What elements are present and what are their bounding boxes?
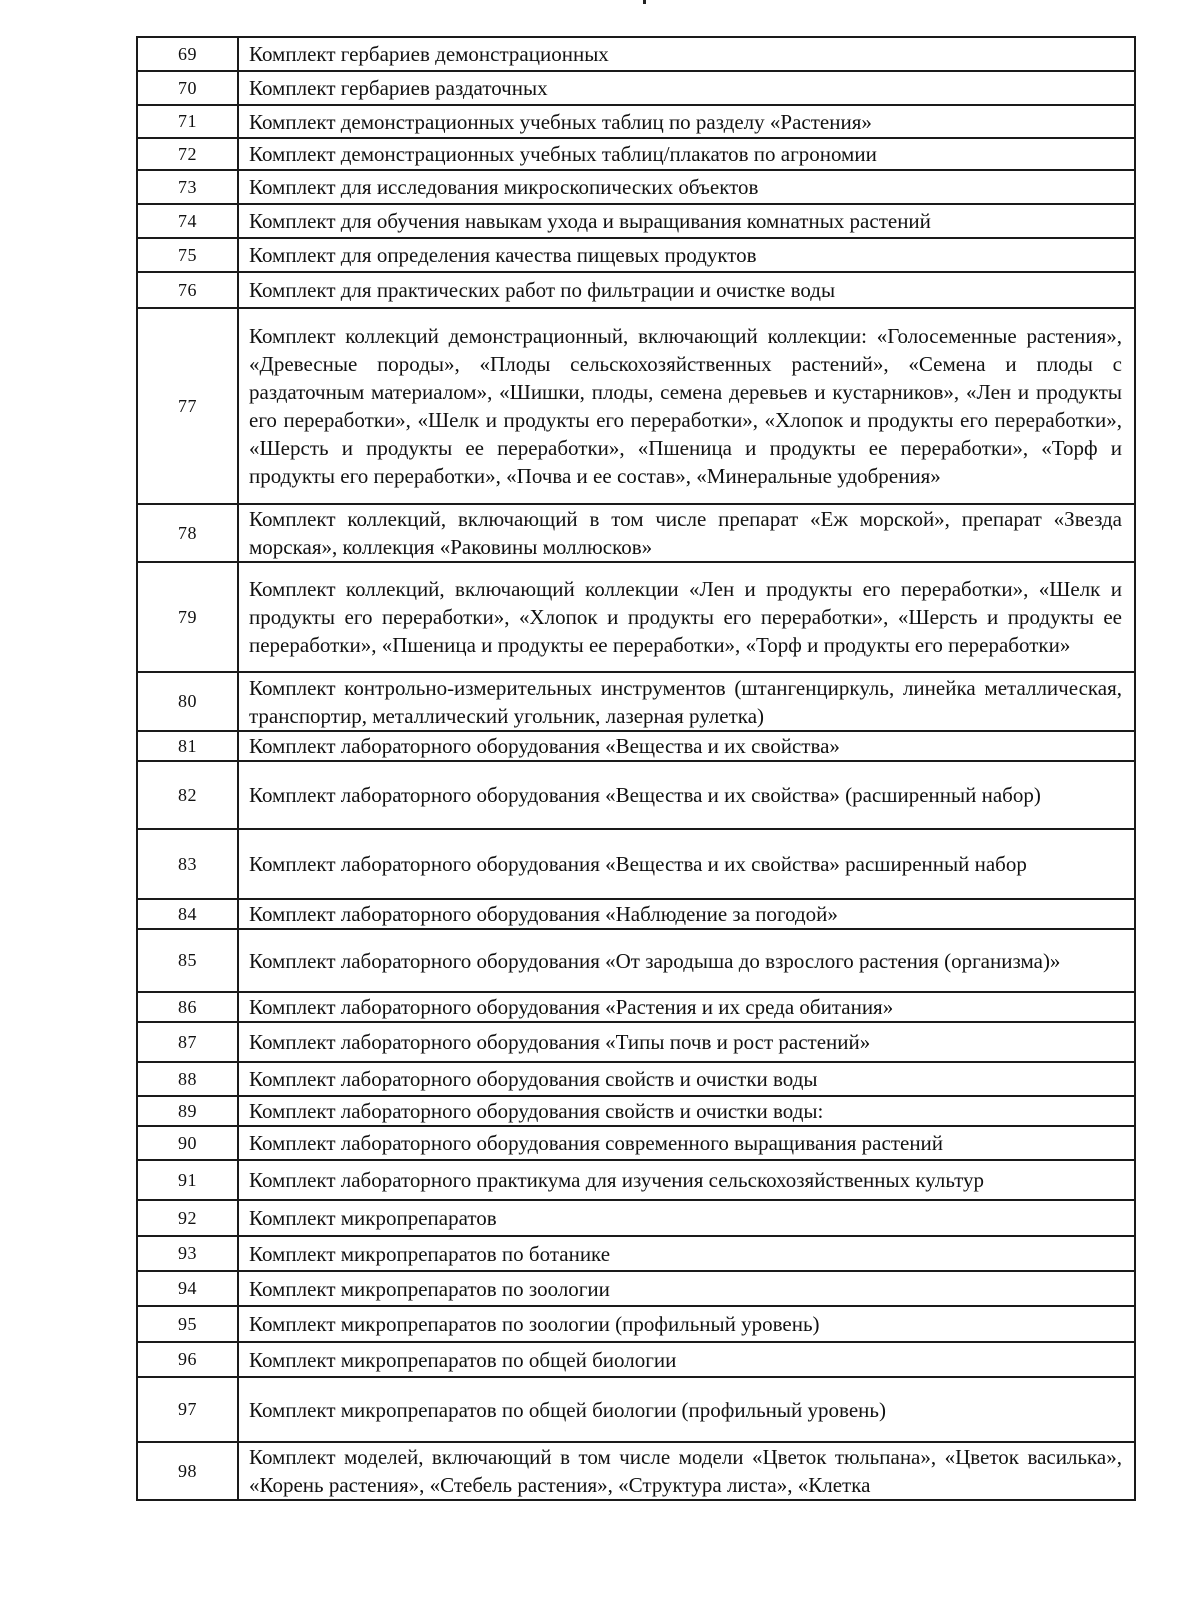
- table-row: [137, 238, 1135, 272]
- row-item-name: Комплект лабораторного оборудования «Типы почв и рост растений»: [238, 1022, 1135, 1062]
- row-item-name: Комплект микропрепаратов по общей биологии (профильный уровень): [238, 1377, 1135, 1442]
- table-row: [137, 308, 1135, 504]
- row-item-name: Комплект микропрепаратов по зоологии (профильный уровень): [238, 1306, 1135, 1342]
- row-number: 88: [137, 1062, 238, 1096]
- table-row: [137, 1236, 1135, 1271]
- table-row: [137, 170, 1135, 204]
- row-item-name: Комплект лабораторного оборудования свойств и очистки воды: [238, 1062, 1135, 1096]
- table-row: [137, 272, 1135, 308]
- row-item-name: Комплект лабораторного оборудования «Растения и их среда обитания»: [238, 992, 1135, 1022]
- row-number: 79: [137, 562, 238, 672]
- row-item-name: Комплект гербариев раздаточных: [238, 71, 1135, 105]
- row-item-name: Комплект коллекций, включающий коллекции «Лен и продукты его переработки», «Шелк и продукты его переработки», «Хлопок и продукты его переработки», «Шерсть и продукты ее переработки», «Пшеница и продукты ее переработки», «Торф и продукты его переработки»: [238, 562, 1135, 672]
- row-number: 96: [137, 1342, 238, 1377]
- table-row: [137, 1442, 1135, 1500]
- table-row: [137, 1126, 1135, 1160]
- row-item-name: Комплект коллекций, включающий в том числе препарат «Еж морской», препарат «Звезда морская», коллекция «Раковины моллюсков»: [238, 504, 1135, 562]
- table-row: [137, 204, 1135, 238]
- table-row: [137, 731, 1135, 761]
- row-number: 89: [137, 1096, 238, 1126]
- row-number: 73: [137, 170, 238, 204]
- row-item-name: Комплект микропрепаратов по ботанике: [238, 1236, 1135, 1271]
- table-row: [137, 899, 1135, 929]
- table-row: [137, 1062, 1135, 1096]
- row-number: 82: [137, 761, 238, 829]
- row-item-name: Комплект лабораторного оборудования современного выращивания растений: [238, 1126, 1135, 1160]
- table-row: [137, 1306, 1135, 1342]
- row-number: 86: [137, 992, 238, 1022]
- row-number: 97: [137, 1377, 238, 1442]
- row-number: 91: [137, 1160, 238, 1200]
- row-item-name: Комплект лабораторного оборудования «Наблюдение за погодой»: [238, 899, 1135, 929]
- row-item-name: Комплект для определения качества пищевых продуктов: [238, 238, 1135, 272]
- table-row: [137, 672, 1135, 731]
- row-number: 76: [137, 272, 238, 308]
- table-row: [137, 761, 1135, 829]
- page-top-mark: [643, 0, 646, 4]
- table-row: [137, 992, 1135, 1022]
- row-item-name: Комплект контрольно-измерительных инструментов (штангенциркуль, линейка металлическая, транспортир, металлический угольник, лазерная рулетка): [238, 672, 1135, 731]
- row-number: 71: [137, 105, 238, 138]
- row-number: 70: [137, 71, 238, 105]
- row-number: 87: [137, 1022, 238, 1062]
- row-number: 95: [137, 1306, 238, 1342]
- row-number: 92: [137, 1200, 238, 1236]
- row-item-name: Комплект лабораторного оборудования свойств и очистки воды:: [238, 1096, 1135, 1126]
- row-item-name: Комплект коллекций демонстрационный, включающий коллекции: «Голосеменные растения», «Древесные породы», «Плоды сельскохозяйственных растений», «Семена и плоды с раздаточным материалом», «Шишки, плоды, семена деревьев и кустарников», «Лен и продукты его переработки», «Шелк и продукты его переработки», «Хлопок и продукты его переработки», «Шерсть и продукты ее переработки», «Пшеница и продукты ее переработки», «Торф и продукты его переработки», «Почва и ее состав», «Минеральные удобрения»: [238, 308, 1135, 504]
- row-item-name: Комплект для практических работ по фильтрации и очистке воды: [238, 272, 1135, 308]
- table-row: [137, 1022, 1135, 1062]
- row-number: 94: [137, 1271, 238, 1306]
- row-number: 75: [137, 238, 238, 272]
- row-item-name: Комплект лабораторного оборудования «Вещества и их свойства» расширенный набор: [238, 829, 1135, 899]
- table-row: [137, 1377, 1135, 1442]
- table-row: [137, 1342, 1135, 1377]
- row-number: 93: [137, 1236, 238, 1271]
- row-number: 84: [137, 899, 238, 929]
- row-number: 74: [137, 204, 238, 238]
- table-row: [137, 504, 1135, 562]
- table-row: [137, 1271, 1135, 1306]
- table-row: [137, 37, 1135, 71]
- table-row: [137, 1200, 1135, 1236]
- row-number: 72: [137, 138, 238, 170]
- row-item-name: Комплект лабораторного практикума для изучения сельскохозяйственных культур: [238, 1160, 1135, 1200]
- row-item-name: Комплект микропрепаратов по зоологии: [238, 1271, 1135, 1306]
- table-row: [137, 929, 1135, 992]
- row-number: 85: [137, 929, 238, 992]
- table-row: [137, 562, 1135, 672]
- row-item-name: Комплект гербариев демонстрационных: [238, 37, 1135, 71]
- row-item-name: Комплект демонстрационных учебных таблиц/плакатов по агрономии: [238, 138, 1135, 170]
- table-row: [137, 138, 1135, 170]
- table-row: [137, 1096, 1135, 1126]
- row-number: 90: [137, 1126, 238, 1160]
- table-body: [137, 37, 1135, 1500]
- row-item-name: Комплект микропрепаратов по общей биологии: [238, 1342, 1135, 1377]
- table-row: [137, 1160, 1135, 1200]
- row-item-name: Комплект лабораторного оборудования «Вещества и их свойства»: [238, 731, 1135, 761]
- row-item-name: Комплект моделей, включающий в том числе модели «Цветок тюльпана», «Цветок василька», «Корень растения», «Стебель растения», «Структура листа», «Клетка: [238, 1442, 1135, 1500]
- row-item-name: Комплект лабораторного оборудования «Вещества и их свойства» (расширенный набор): [238, 761, 1135, 829]
- row-number: 77: [137, 308, 238, 504]
- row-item-name: Комплект для обучения навыкам ухода и выращивания комнатных растений: [238, 204, 1135, 238]
- row-number: 98: [137, 1442, 238, 1500]
- table-row: [137, 71, 1135, 105]
- row-number: 69: [137, 37, 238, 71]
- row-item-name: Комплект демонстрационных учебных таблиц по разделу «Растения»: [238, 105, 1135, 138]
- table-row: [137, 829, 1135, 899]
- row-number: 78: [137, 504, 238, 562]
- equipment-table: [136, 36, 1136, 1501]
- row-number: 81: [137, 731, 238, 761]
- row-item-name: Комплект микропрепаратов: [238, 1200, 1135, 1236]
- row-item-name: Комплект для исследования микроскопических объектов: [238, 170, 1135, 204]
- row-number: 83: [137, 829, 238, 899]
- table-row: [137, 105, 1135, 138]
- row-number: 80: [137, 672, 238, 731]
- row-item-name: Комплект лабораторного оборудования «От зародыша до взрослого растения (организма)»: [238, 929, 1135, 992]
